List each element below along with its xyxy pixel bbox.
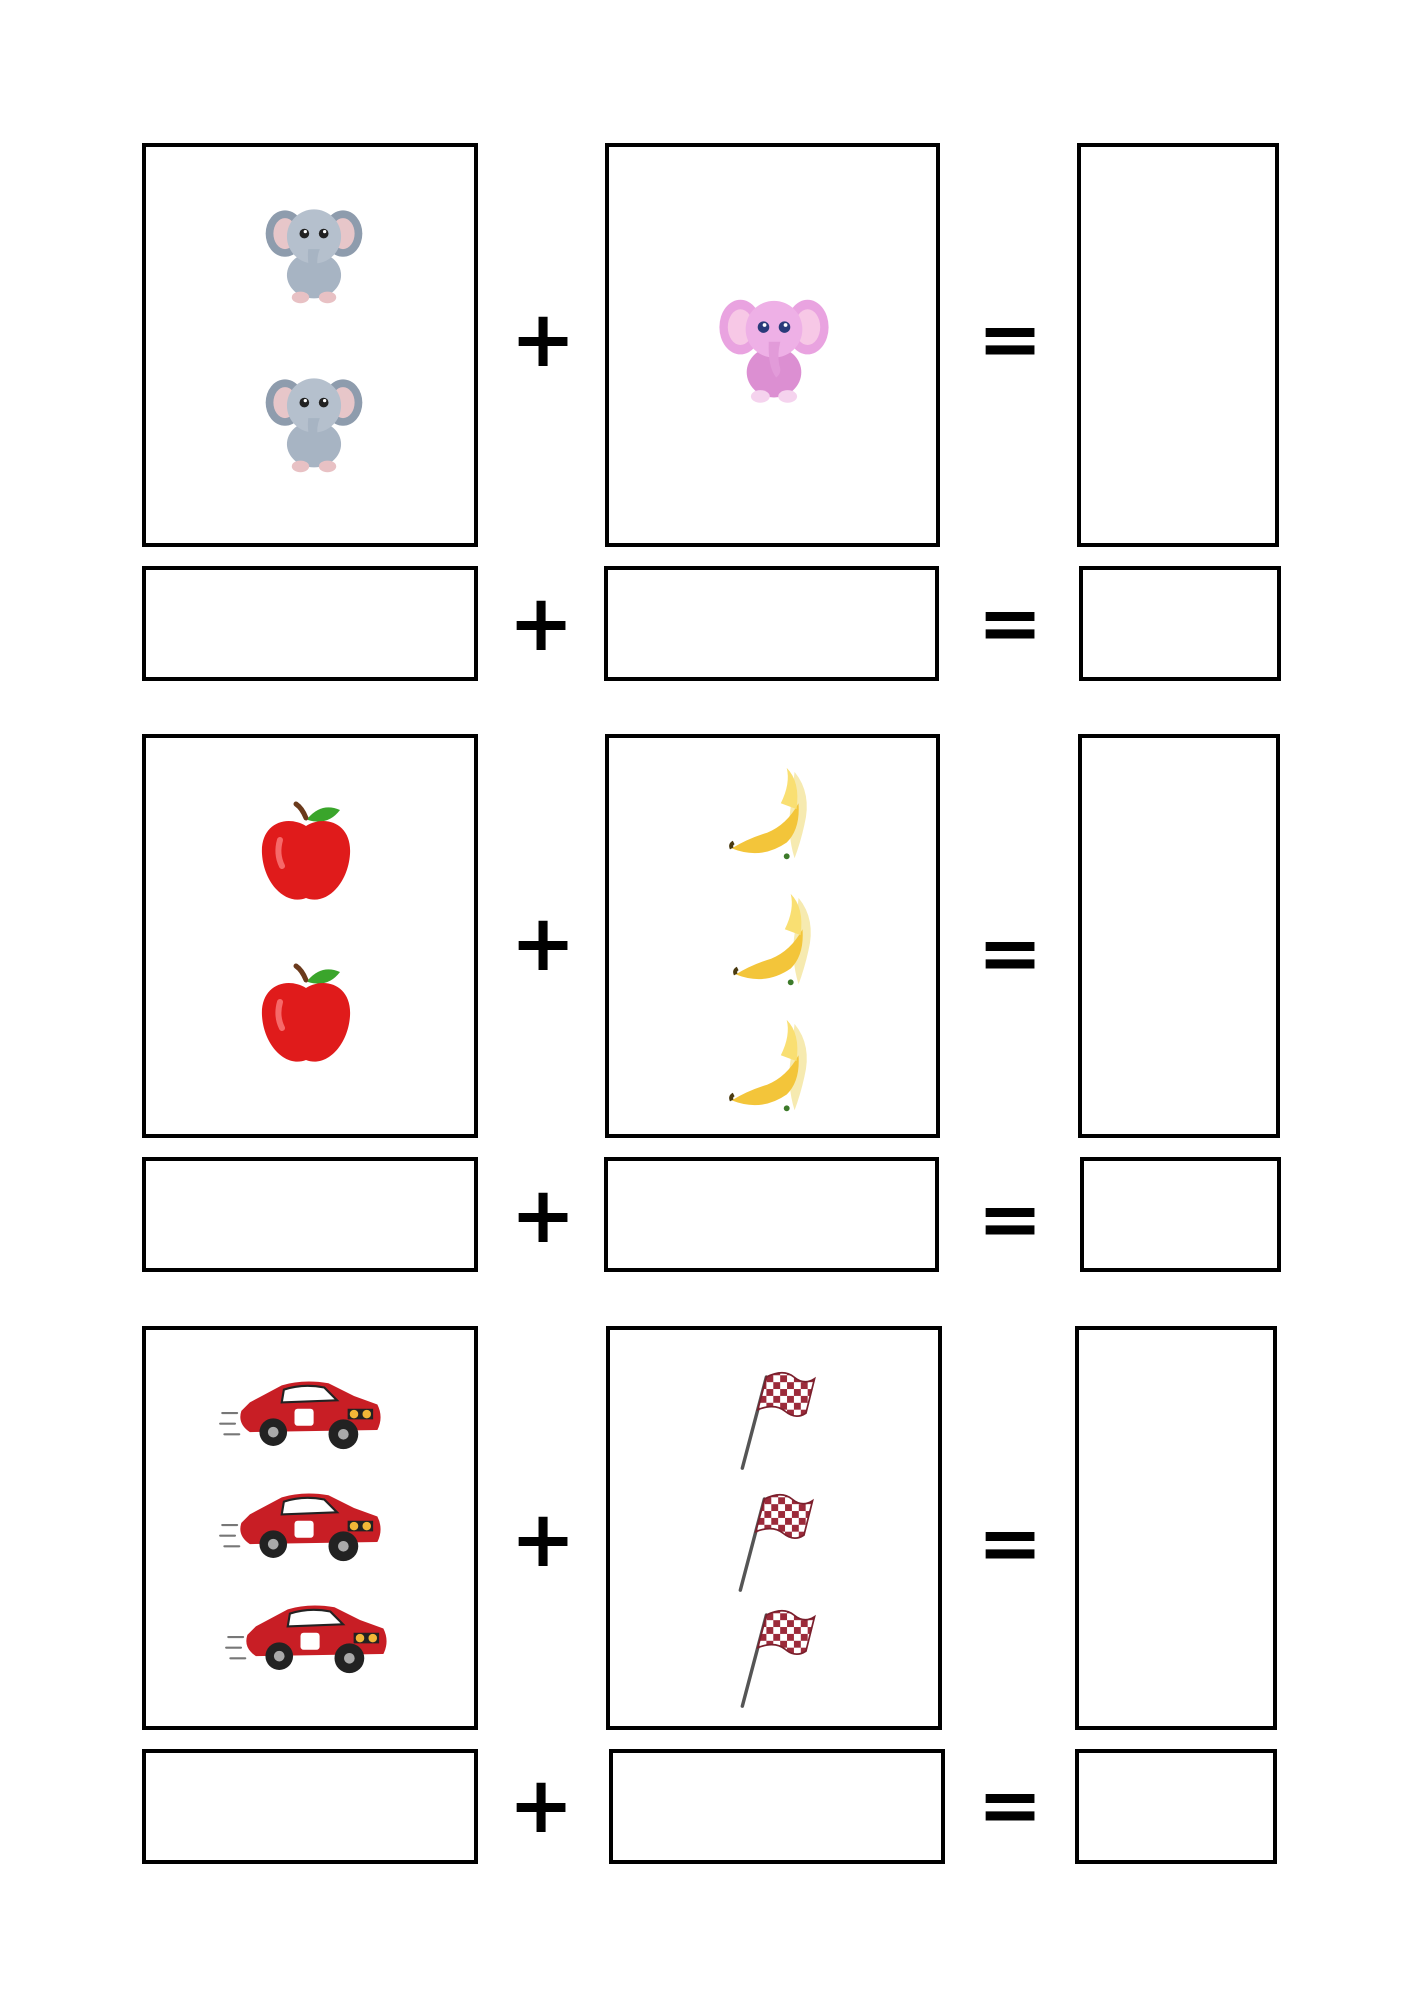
right-picture-box <box>606 1326 942 1730</box>
checkered-flag-icon <box>732 1606 818 1710</box>
left-picture-box <box>142 1326 478 1730</box>
plus-sign: + <box>510 1171 576 1261</box>
answer-number-box[interactable] <box>1075 1749 1277 1864</box>
red-race-car-icon <box>218 1370 388 1456</box>
answer-number-box[interactable] <box>1080 1157 1281 1272</box>
red-apple-icon <box>256 800 356 910</box>
equals-sign: = <box>977 1499 1043 1589</box>
equals-sign: = <box>977 1761 1043 1851</box>
right-picture-box <box>605 734 940 1138</box>
left-number-box[interactable] <box>142 1157 478 1272</box>
answer-number-box[interactable] <box>1079 566 1281 681</box>
banana-icon <box>725 890 825 998</box>
checkered-flag-icon <box>732 1368 818 1472</box>
right-number-box[interactable] <box>604 566 939 681</box>
left-number-box[interactable] <box>142 1749 478 1864</box>
red-race-car-icon <box>224 1594 394 1680</box>
red-apple-icon <box>256 962 356 1072</box>
answer-picture-box[interactable] <box>1075 1326 1277 1730</box>
checkered-flag-icon <box>730 1490 816 1594</box>
equals-sign: = <box>977 1175 1043 1265</box>
red-race-car-icon <box>218 1482 388 1568</box>
left-picture-box <box>142 734 478 1138</box>
answer-picture-box[interactable] <box>1078 734 1280 1138</box>
equals-sign: = <box>977 295 1043 385</box>
plus-sign: + <box>508 579 574 669</box>
banana-icon <box>721 764 821 872</box>
plus-sign: + <box>510 295 576 385</box>
right-number-box[interactable] <box>609 1749 945 1864</box>
left-picture-box <box>142 143 478 547</box>
right-number-box[interactable] <box>604 1157 939 1272</box>
grey-elephant-icon <box>256 193 372 309</box>
plus-sign: + <box>510 1495 576 1585</box>
pink-elephant-icon <box>711 283 837 409</box>
left-number-box[interactable] <box>142 566 478 681</box>
plus-sign: + <box>508 1761 574 1851</box>
grey-elephant-icon <box>256 362 372 478</box>
banana-icon <box>721 1016 821 1124</box>
equals-sign: = <box>977 909 1043 999</box>
answer-picture-box[interactable] <box>1077 143 1279 547</box>
equals-sign: = <box>977 579 1043 669</box>
plus-sign: + <box>510 899 576 989</box>
right-picture-box <box>605 143 940 547</box>
